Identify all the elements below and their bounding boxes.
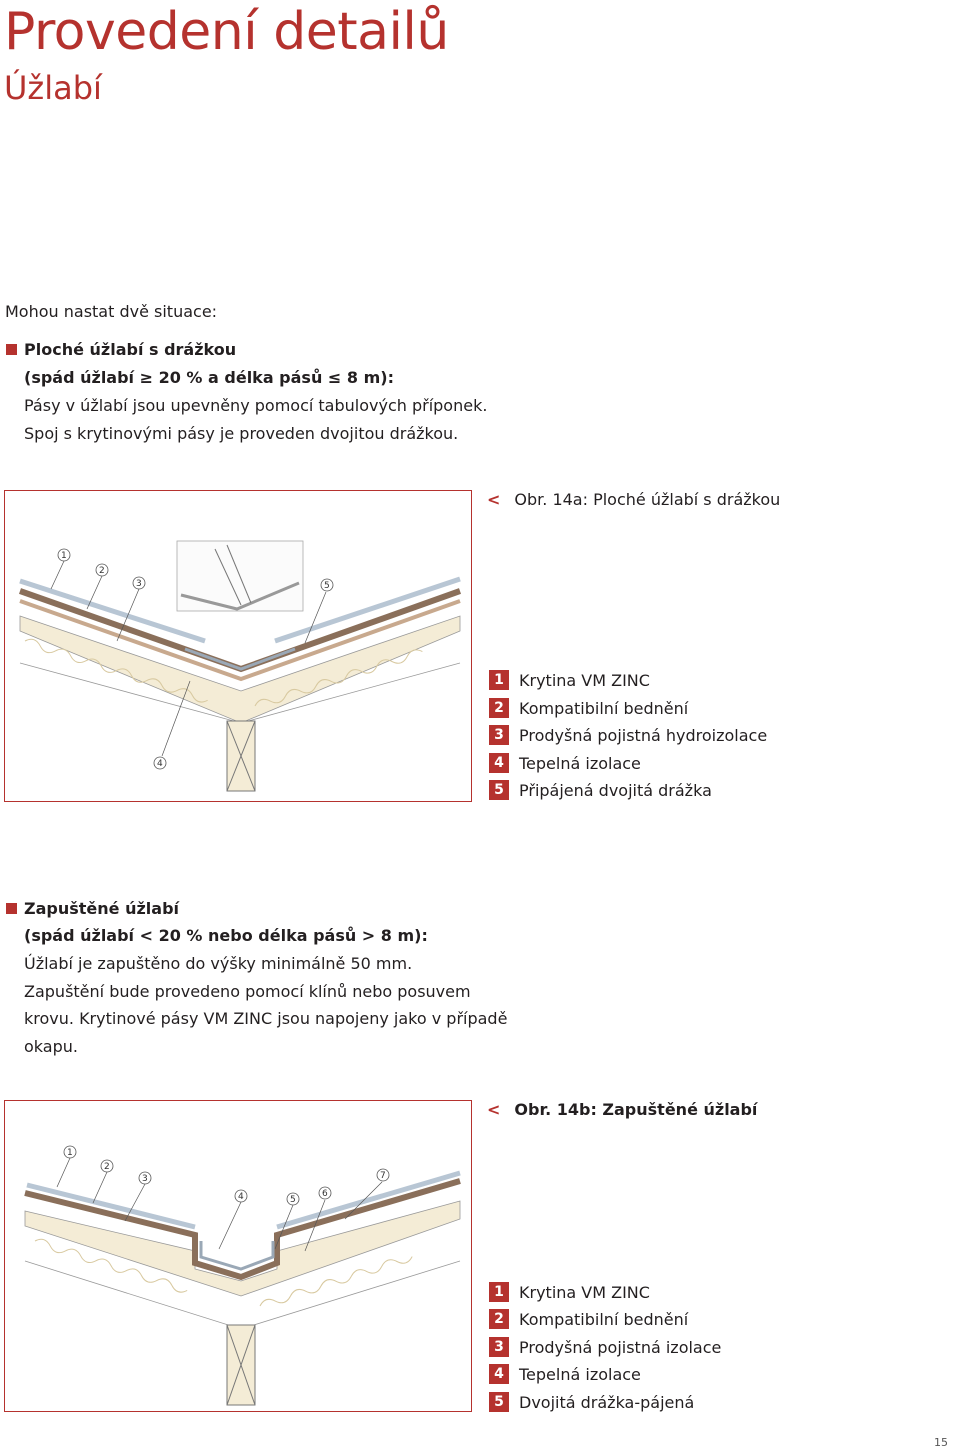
legend-item [489,1308,688,1330]
callout-label: 6 [322,1189,328,1199]
legend-item [489,1363,641,1385]
section1-condition: (spád úžlabí ≥ 20 % a délka pásů ≤ 8 m): [24,368,394,387]
legend-number: 5 [489,1392,509,1412]
legend-label: Prodyšná pojistná hydroizolace [519,725,768,745]
section1-line: Pásy v úžlabí jsou upevněny pomocí tabulových příponek. [24,396,488,415]
legend-item [489,779,712,801]
callout-label: 5 [290,1195,296,1205]
figure-frame [4,490,472,802]
legend-item [489,697,688,719]
legend-number: 1 [489,1282,509,1302]
legend-number: 3 [489,725,509,745]
legend-label: Připájená dvojitá drážka [519,780,712,800]
section2-line: Úžlabí je zapuštěno do výšky minimálně 50 mm. [24,954,413,973]
legend-item [489,1336,721,1358]
recessed-valley-drawing [5,1101,470,1410]
legend-number: 4 [489,753,509,773]
flat-valley-drawing [5,491,470,800]
section2-heading: Zapuštěné úžlabí [24,899,179,918]
legend-label: Kompatibilní bednění [519,1309,689,1329]
legend-item [489,669,650,691]
callout-label: 7 [380,1171,386,1181]
caption-text: Obr. 14a: Ploché úžlabí s drážkou [514,490,781,509]
section2-line: Zapuštění bude provedeno pomocí klínů nebo posuvem [24,982,471,1001]
bullet-square-icon [6,344,17,355]
legend-item [489,1391,694,1413]
legend-number: 2 [489,1309,509,1329]
figure-frame [4,1100,472,1412]
legend-item [489,724,767,746]
legend-label: Tepelná izolace [519,753,641,773]
callout-label: 5 [324,581,330,591]
callout-label: 1 [67,1148,73,1158]
intro-text: Mohou nastat dvě situace: [5,302,218,321]
section2-line: okapu. [24,1037,78,1056]
legend-label: Prodyšná pojistná izolace [519,1337,722,1357]
legend-number: 3 [489,1337,509,1357]
callout-label: 4 [157,759,163,769]
section1-line: Spoj s krytinovými pásy je proveden dvojitou drážkou. [24,424,459,443]
legend-number: 2 [489,698,509,718]
legend-label: Dvojitá drážka-pájená [519,1392,695,1412]
legend-label: Krytina VM ZINC [519,670,650,690]
figure-caption [487,490,780,509]
figure-caption [487,1100,757,1119]
legend-number: 4 [489,1364,509,1384]
legend-label: Tepelná izolace [519,1364,641,1384]
callout-label: 2 [99,566,105,576]
page-subtitle: Úžlabí [4,69,102,107]
callout-label: 2 [104,1162,110,1172]
legend-number: 5 [489,780,509,800]
legend-label: Krytina VM ZINC [519,1282,650,1302]
caption-marker: < [487,490,501,509]
callout-label: 3 [136,579,142,589]
legend-item [489,752,641,774]
callout-label: 1 [61,551,67,561]
page-title: Provedení detailů [4,2,449,62]
legend-label: Kompatibilní bednění [519,698,689,718]
callout-label: 3 [142,1174,148,1184]
page-number: 15 [934,1436,948,1449]
section1-heading: Ploché úžlabí s drážkou [24,340,237,359]
legend-number: 1 [489,670,509,690]
section2-condition: (spád úžlabí < 20 % nebo délka pásů > 8 m): [24,926,428,945]
caption-marker: < [487,1100,501,1119]
section2-line: krovu. Krytinové pásy VM ZINC jsou napojeny jako v případě [24,1009,508,1028]
callout-label: 4 [238,1192,244,1202]
caption-text: Obr. 14b: Zapuštěné úžlabí [514,1100,758,1119]
bullet-square-icon [6,903,17,914]
legend-item [489,1281,650,1303]
